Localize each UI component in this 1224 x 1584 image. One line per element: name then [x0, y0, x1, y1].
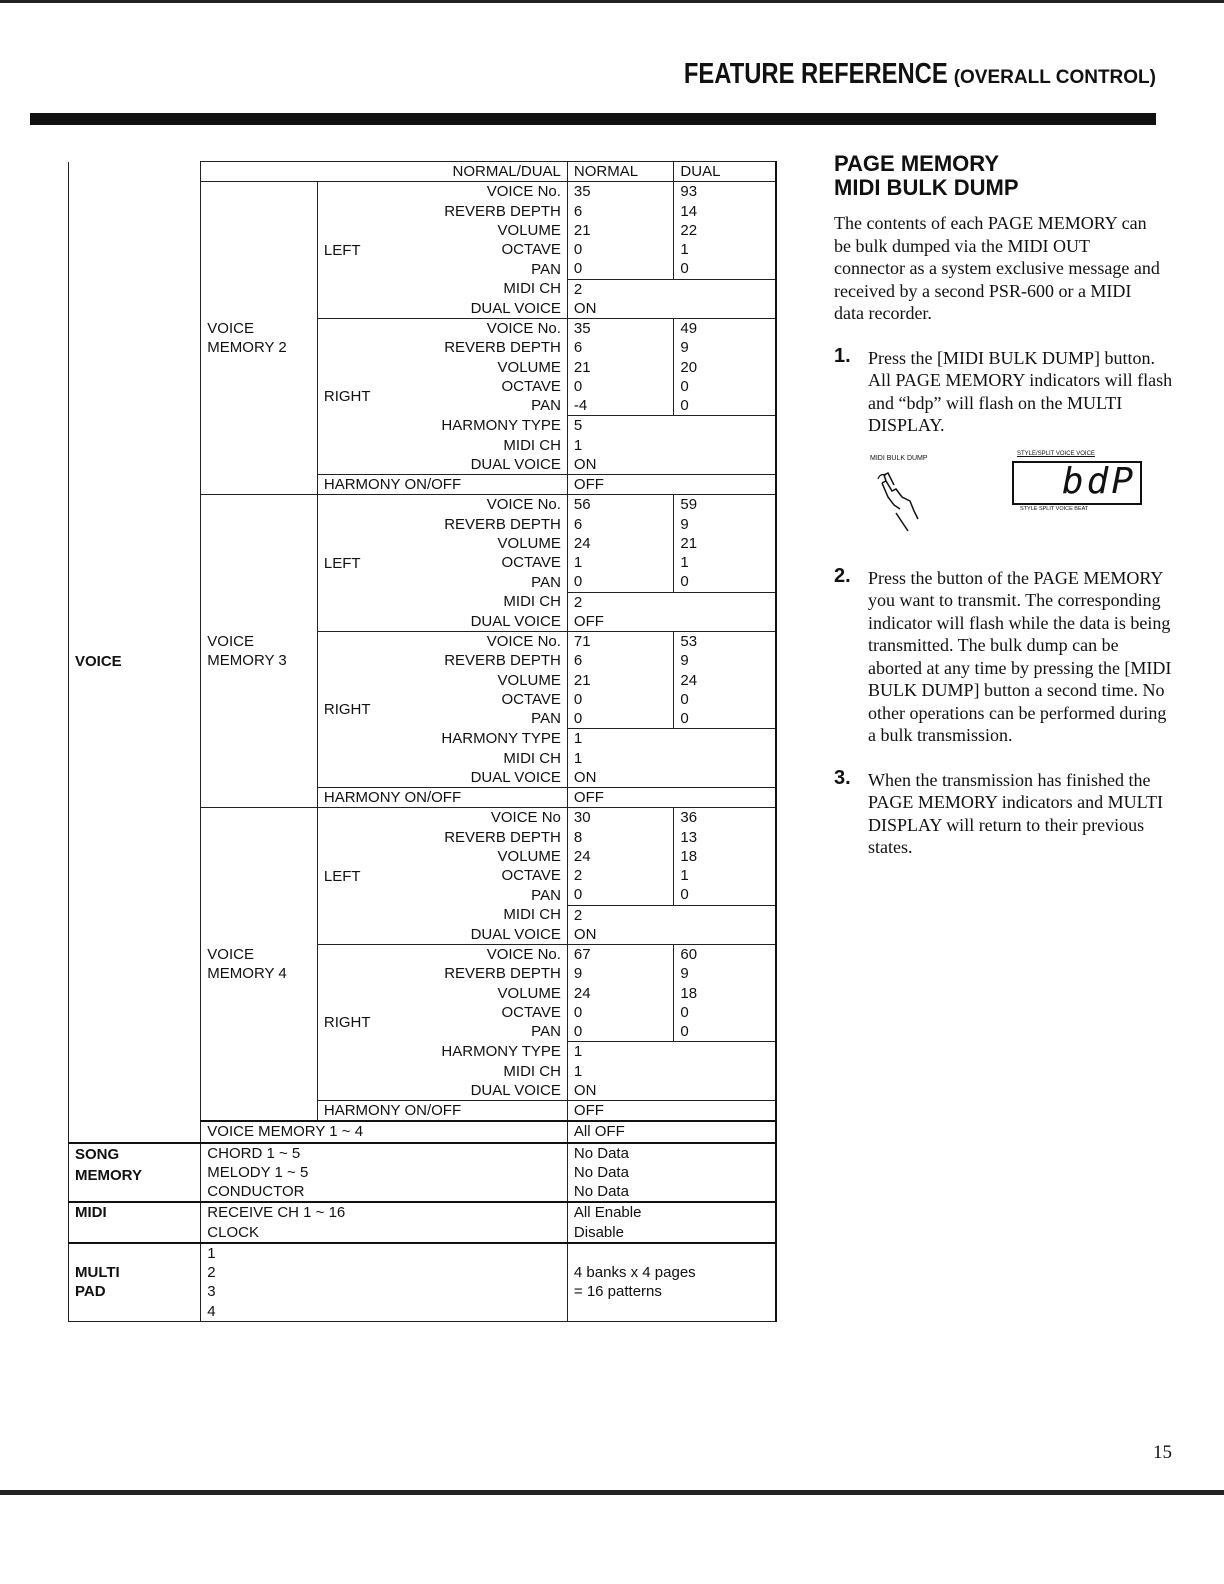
feature-reference-table — [68, 161, 777, 1322]
table-header-row — [69, 162, 777, 182]
multi-display: bdP — [1012, 461, 1142, 505]
table-row: MIDI CH 2 — [69, 592, 777, 612]
table-row: MULTI PAD 1 4 banks x 4 pages = 16 patterns — [69, 1243, 777, 1263]
table-row: DUAL VOICE ON — [69, 925, 777, 945]
vm2-right-label: RIGHT — [317, 319, 398, 475]
table-row: OCTAVE 0 0 — [69, 690, 777, 709]
table-row: HARMONY TYPE 1 — [69, 1042, 777, 1062]
table-row: VOLUME 21 22 — [69, 221, 777, 240]
table-row: RIGHT VOICE No. 35 49 — [69, 319, 777, 339]
table-row: MIDI CH 1 — [69, 1062, 777, 1081]
table-row: VOLUME 24 18 — [69, 847, 777, 866]
vm4-left-label: LEFT — [317, 808, 398, 945]
table-row: OCTAVE 0 0 — [69, 377, 777, 396]
top-rule — [0, 0, 1224, 3]
step-3: 3. When the transmission has finished the PAGE MEMORY indicators and MULTI DISPLAY will return to their previous states. — [834, 766, 1164, 857]
multi-pad-label: MULTI PAD — [69, 1243, 201, 1322]
table-row: VOICE VOICE MEMORY 2 LEFT VOICE No. 35 93 — [69, 182, 777, 202]
header-dual: DUAL — [674, 162, 776, 182]
voice-section-label: VOICE — [69, 182, 201, 1143]
table-row: OCTAVE 1 1 — [69, 553, 777, 572]
table-row: MIDI CH 2 — [69, 905, 777, 925]
table-row: HARMONY TYPE 1 — [69, 729, 777, 749]
table-row: VOLUME 21 24 — [69, 671, 777, 690]
table-row: OCTAVE 2 1 — [69, 866, 777, 885]
midi-label: MIDI — [69, 1202, 201, 1243]
page-header — [626, 58, 1156, 91]
table-row: MIDI CH 1 — [69, 436, 777, 455]
table-row: REVERB DEPTH 9 9 — [69, 964, 777, 983]
vm4-label: VOICE MEMORY 4 — [201, 808, 318, 1122]
table-row: 4 — [69, 1302, 777, 1322]
table-row: HARMONY ON/OFF OFF — [69, 788, 777, 808]
table-row: VOICE MEMORY 4 LEFT VOICE No 30 36 — [69, 808, 777, 828]
table-row: CLOCK Disable — [69, 1223, 777, 1243]
header-normal: NORMAL — [567, 162, 674, 182]
table-row: OCTAVE 0 0 — [69, 1003, 777, 1022]
bottom-rule — [0, 1490, 1224, 1495]
table-row: 3 — [69, 1282, 777, 1301]
table-row: PAN 0 0 — [69, 1022, 777, 1042]
table-row: RIGHT VOICE No. 67 60 — [69, 945, 777, 965]
table-row: VOLUME 21 20 — [69, 358, 777, 377]
table-row: VOICE MEMORY 3 LEFT VOICE No. 56 59 — [69, 495, 777, 515]
table-row: HARMONY ON/OFF OFF — [69, 1101, 777, 1122]
table-row: REVERB DEPTH 6 9 — [69, 651, 777, 670]
table-row: MELODY 1 ~ 5 No Data — [69, 1163, 777, 1182]
right-column — [834, 152, 1174, 859]
intro-paragraph: The contents of each PAGE MEMORY can be bulk dumped via the MIDI OUT connector as a system exclusive message and received by a second PSR-600 or a MIDI data recorder. — [834, 213, 1160, 323]
header-normal-dual: NORMAL/DUAL — [201, 162, 568, 182]
table-row: PAN 0 0 — [69, 885, 777, 905]
vm2-left-label: LEFT — [317, 182, 398, 319]
step-2: 2. Press the button of the PAGE MEMORY you want to transmit. The corresponding indicator will flash while the data is being transmitted. The bulk dump can be aborted at any time by pressing the [MIDI BULK DUMP] button a second time. No other operations can be performed during a bulk transmission. — [834, 564, 1172, 745]
table-row: MIDI CH 2 — [69, 279, 777, 299]
vm2-label: VOICE MEMORY 2 — [201, 182, 318, 495]
table-row: MIDI CH 1 — [69, 749, 777, 768]
table-row: VOICE MEMORY 1 ~ 4 All OFF — [69, 1121, 777, 1142]
table-row: HARMONY ON/OFF OFF — [69, 475, 777, 495]
table-row: PAN 0 0 — [69, 709, 777, 729]
table-row: VOLUME 24 21 — [69, 534, 777, 553]
vm3-label: VOICE MEMORY 3 — [201, 495, 318, 808]
header-bar — [30, 113, 1156, 125]
vm3-right-label: RIGHT — [317, 632, 398, 788]
table-row: REVERB DEPTH 8 13 — [69, 828, 777, 847]
table-row: HARMONY TYPE 5 — [69, 416, 777, 436]
table-row: OCTAVE 0 1 — [69, 240, 777, 259]
table-row: VOLUME 24 18 — [69, 984, 777, 1003]
table-row: PAN 0 0 — [69, 259, 777, 279]
table-row: REVERB DEPTH 6 14 — [69, 202, 777, 221]
table-row: RIGHT VOICE No. 71 53 — [69, 632, 777, 652]
bulk-dump-illustration: MIDI BULK DUMP STYLE/SPLIT VOICE VOICE bdP STYLE SPLIT VOICE BEAT — [834, 451, 1174, 537]
header-title: FEATURE REFERENCE — [683, 58, 948, 90]
table-row: DUAL VOICE ON — [69, 768, 777, 788]
step-1: 1. Press the [MIDI BULK DUMP] button. All PAGE MEMORY indicators will flash and “bdp” will flash on the MULTI DISPLAY. — [834, 344, 1173, 435]
table-row: DUAL VOICE ON — [69, 455, 777, 475]
table-row: DUAL VOICE ON — [69, 299, 777, 319]
vm3-left-label: LEFT — [317, 495, 398, 632]
table-row: SONG MEMORY CHORD 1 ~ 5 No Data — [69, 1143, 777, 1163]
vm4-right-label: RIGHT — [317, 945, 398, 1101]
hand-press-icon — [874, 469, 944, 539]
page-number: 15 — [1153, 1442, 1172, 1463]
song-memory-label: SONG MEMORY — [69, 1143, 201, 1203]
table-row: REVERB DEPTH 6 9 — [69, 515, 777, 534]
header-subtitle: (OVERALL CONTROL) — [953, 67, 1156, 88]
section-title: PAGE MEMORY MIDI BULK DUMP — [834, 151, 1019, 200]
table-row: MIDI RECEIVE CH 1 ~ 16 All Enable — [69, 1202, 777, 1222]
table-row: DUAL VOICE ON — [69, 1081, 777, 1101]
table-row: 2 — [69, 1263, 777, 1282]
table-row: PAN 0 0 — [69, 572, 777, 592]
table-row: CONDUCTOR No Data — [69, 1182, 777, 1202]
table-row: PAN -4 0 — [69, 396, 777, 416]
table-row: DUAL VOICE OFF — [69, 612, 777, 632]
table-row: REVERB DEPTH 6 9 — [69, 338, 777, 357]
